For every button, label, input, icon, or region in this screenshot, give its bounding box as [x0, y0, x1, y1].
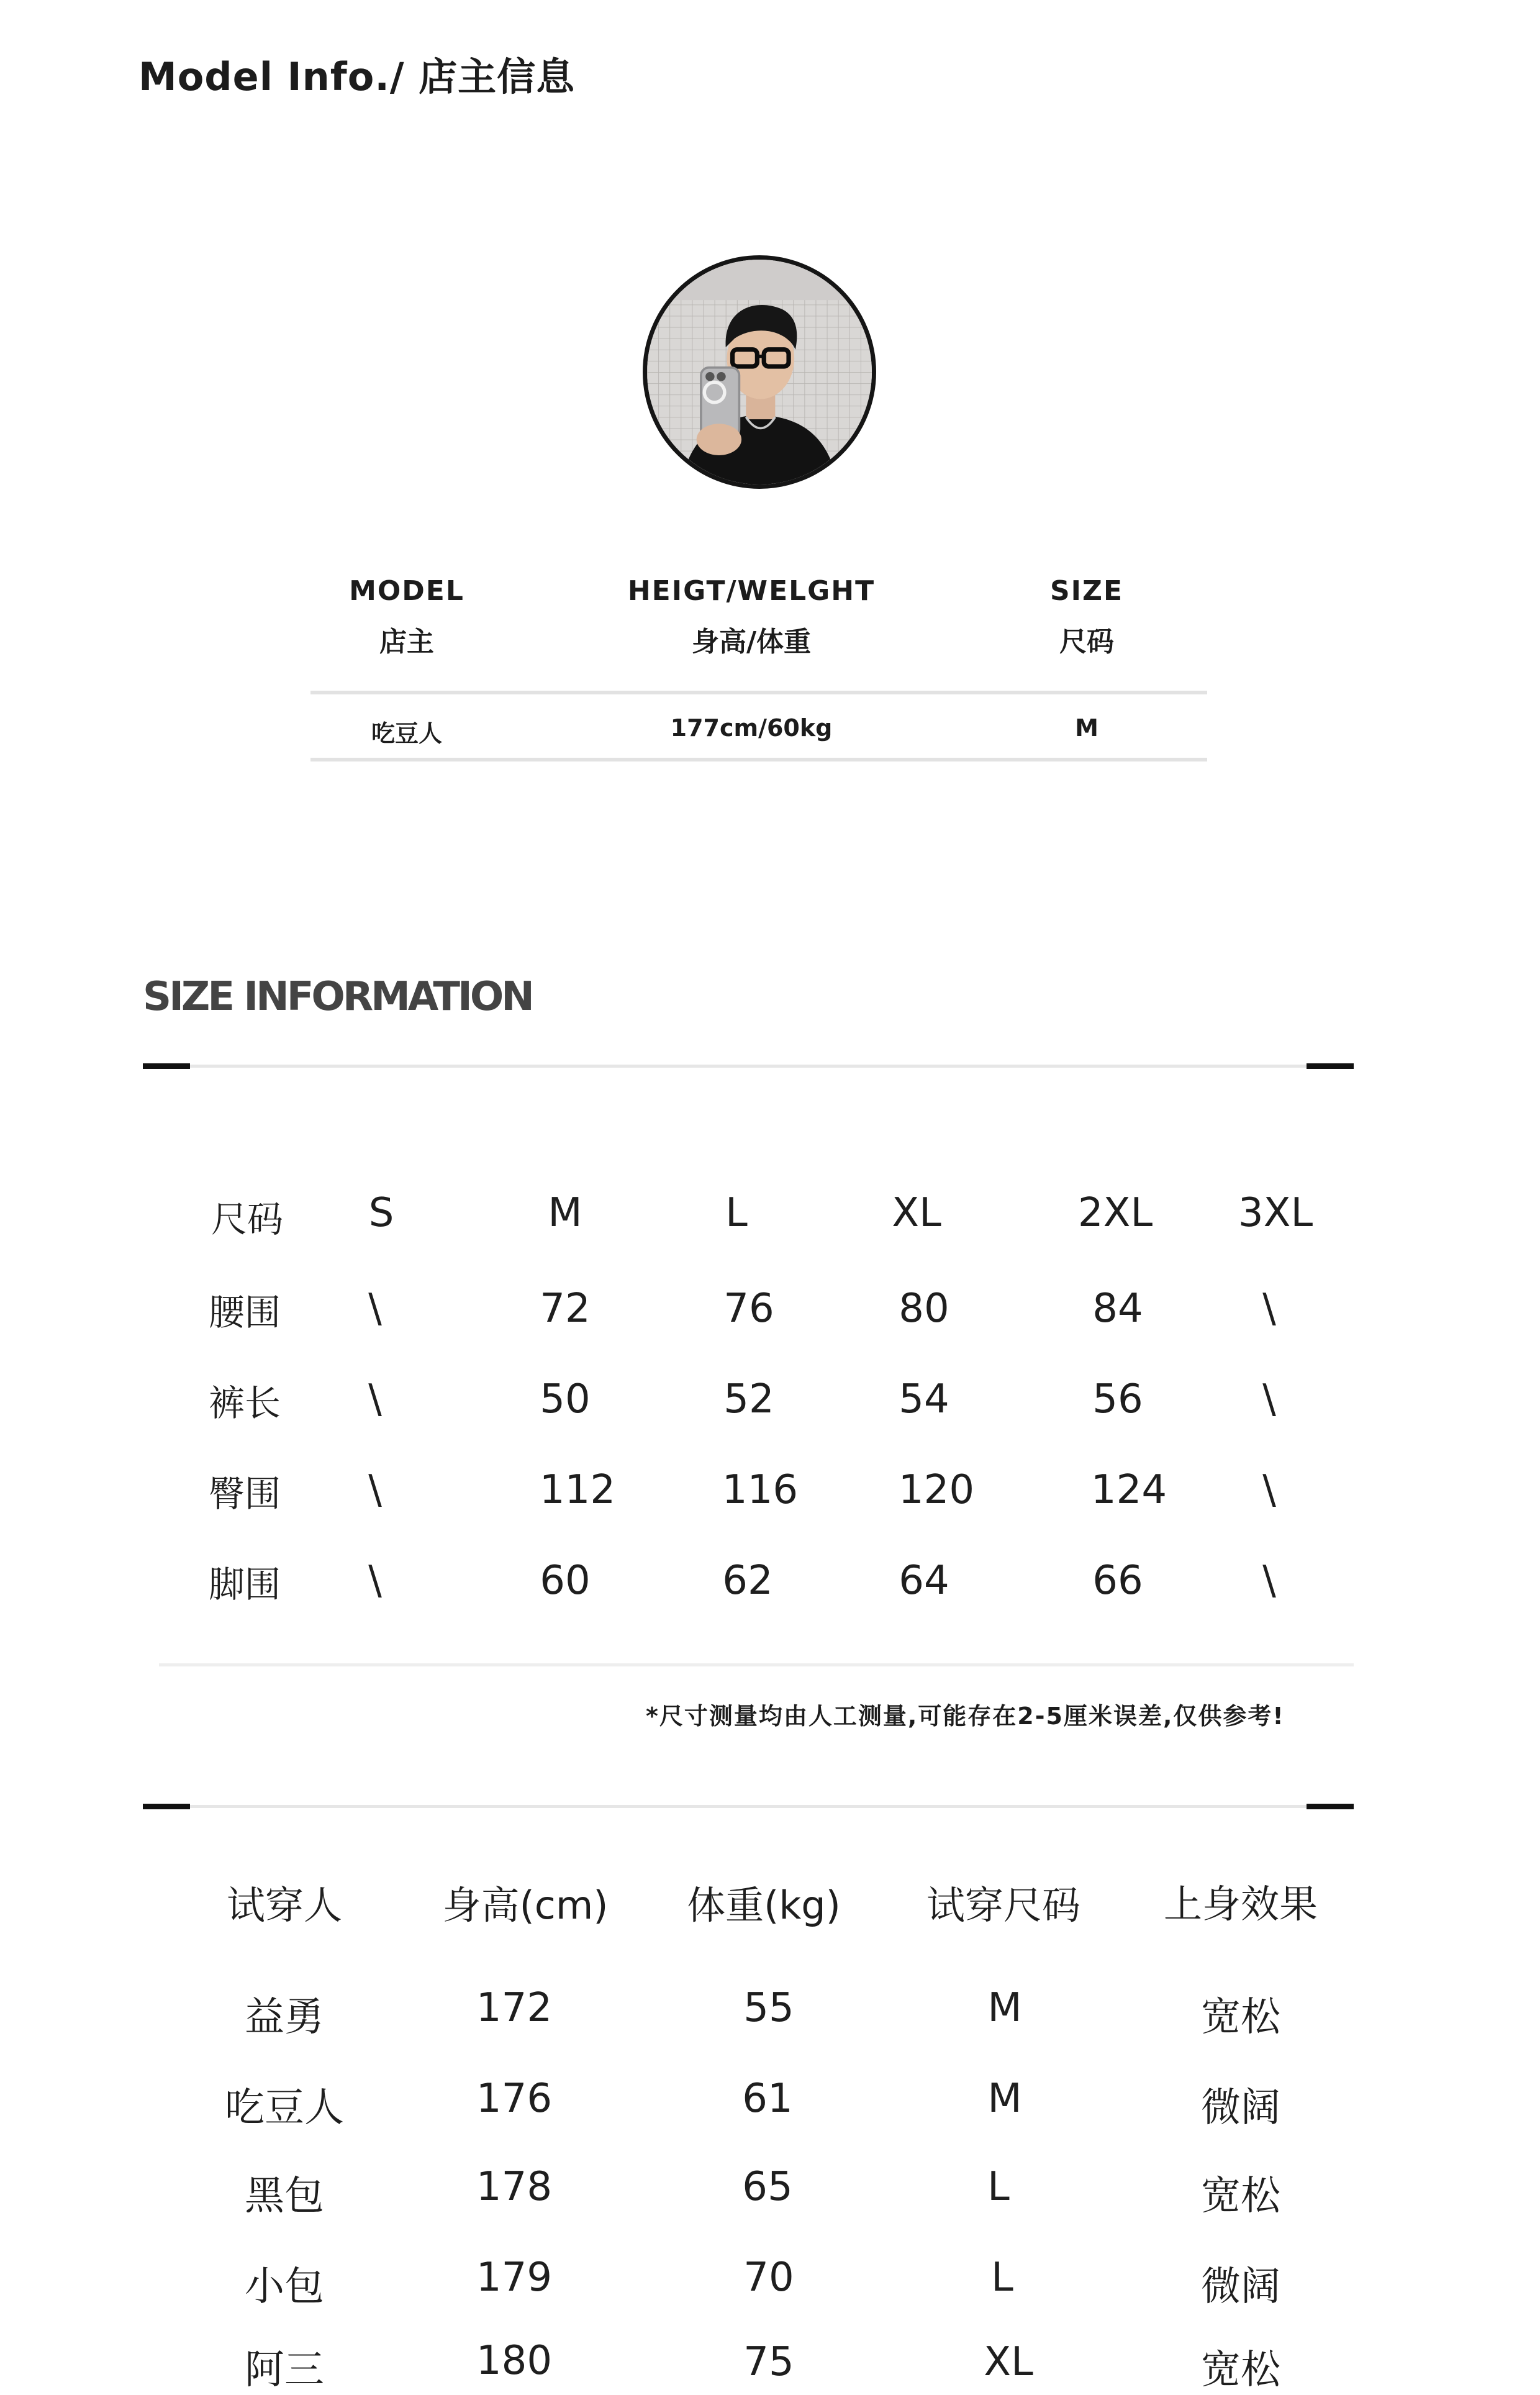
model-table-bottom-rule [310, 758, 1207, 761]
size-row-label: 臀围 [209, 1473, 281, 1515]
model-size-cell: M [1075, 714, 1098, 742]
tryon-cell: 微阔 [1201, 2264, 1280, 2310]
section-divider-bottom [143, 1805, 1354, 1808]
tryon-cell: 176 [476, 2076, 553, 2122]
model-info-heading: Model Info./ 店主信息 [138, 54, 576, 99]
size-cell: \ [368, 1376, 382, 1422]
tryon-cell: 179 [476, 2255, 553, 2301]
size-header-m: M [548, 1190, 582, 1236]
tryon-cell: 小包 [245, 2264, 324, 2310]
tryon-cell: 65 [742, 2164, 793, 2210]
model-height-weight-cell: 177cm/60kg [670, 714, 833, 742]
tryon-cell: 黑包 [245, 2173, 324, 2219]
section-divider-top-right-dash [1307, 1063, 1354, 1069]
size-cell: \ [1262, 1286, 1276, 1332]
tryon-cell: 172 [476, 1985, 553, 2031]
tryon-cell: 75 [743, 2339, 794, 2385]
tryon-cell: L [991, 2255, 1013, 2301]
size-table-bottom-rule [159, 1663, 1354, 1666]
size-column-header-en: SIZE [1049, 575, 1124, 607]
size-cell: 60 [540, 1558, 591, 1604]
shop-owner-avatar [643, 255, 876, 489]
model-name-cell: 吃豆人 [371, 720, 442, 747]
size-column-header-zh: 尺码 [1059, 626, 1114, 658]
avatar-photo [647, 260, 872, 484]
tryon-header-size: 试穿尺码 [926, 1883, 1080, 1928]
section-divider-bottom-left-dash [143, 1804, 190, 1809]
size-cell: 62 [722, 1558, 773, 1604]
section-divider-bottom-right-dash [1307, 1804, 1354, 1809]
size-header-s: S [368, 1190, 394, 1236]
tryon-cell: XL [984, 2339, 1033, 2385]
tryon-header-person: 试穿人 [226, 1883, 342, 1928]
size-header-xl: XL [892, 1190, 941, 1236]
size-header-2xl: 2XL [1077, 1190, 1153, 1236]
measurement-note: *尺寸测量均由人工测量,可能存在2-5厘米误差,仅供参考! [646, 1702, 1285, 1730]
size-column-header [994, 573, 1180, 661]
size-cell: 64 [899, 1558, 949, 1604]
size-row-label: 脚围 [209, 1563, 281, 1606]
size-header-label: 尺码 [211, 1198, 284, 1240]
tryon-cell: 宽松 [1201, 2173, 1280, 2219]
size-cell: 116 [722, 1467, 799, 1513]
tryon-cell: 宽松 [1201, 2347, 1280, 2393]
tryon-cell: 益勇 [245, 1994, 324, 2040]
tryon-cell: M [987, 1985, 1022, 2031]
tryon-cell: M [987, 2076, 1022, 2122]
tryon-header-height: 身高(cm) [442, 1883, 609, 1928]
model-column-header-en: MODEL [349, 575, 464, 607]
size-information-heading: SIZE INFORMATION [143, 974, 532, 1020]
size-cell: 66 [1092, 1558, 1143, 1604]
tryon-header-fit: 上身效果 [1163, 1881, 1318, 1927]
tryon-cell: 61 [742, 2076, 793, 2122]
tryon-cell: 55 [743, 1985, 794, 2031]
size-cell: 84 [1092, 1286, 1143, 1332]
tryon-cell: 阿三 [245, 2347, 324, 2393]
size-cell: \ [1262, 1558, 1276, 1604]
size-cell: 56 [1092, 1376, 1143, 1422]
height-weight-column-header-zh: 身高/体重 [691, 626, 812, 658]
size-cell: \ [1262, 1376, 1276, 1422]
size-row-label: 腰围 [209, 1291, 281, 1334]
size-cell: 76 [723, 1286, 774, 1332]
tryon-header-weight: 体重(kg) [687, 1883, 841, 1928]
size-header-3xl: 3XL [1238, 1190, 1313, 1236]
model-column-header [310, 573, 503, 661]
tryon-cell: 微阔 [1201, 2085, 1280, 2131]
tryon-cell: L [987, 2164, 1010, 2210]
tryon-cell: 宽松 [1201, 1994, 1280, 2040]
height-weight-column-header [596, 573, 907, 661]
tryon-cell: 178 [476, 2164, 553, 2210]
tryon-cell: 180 [476, 2338, 553, 2384]
model-table-top-rule [310, 691, 1207, 694]
size-cell: 124 [1090, 1467, 1167, 1513]
section-divider-top-left-dash [143, 1063, 190, 1069]
size-cell: \ [368, 1286, 382, 1332]
size-cell: 54 [899, 1376, 949, 1422]
size-cell: 52 [723, 1376, 774, 1422]
section-divider-top [143, 1065, 1354, 1068]
size-cell: \ [368, 1467, 382, 1513]
size-cell: 80 [899, 1286, 949, 1332]
size-cell: 120 [898, 1467, 975, 1513]
size-cell: 50 [540, 1376, 591, 1422]
tryon-cell: 70 [743, 2255, 794, 2301]
tryon-cell: 吃豆人 [225, 2085, 344, 2131]
size-cell: 112 [539, 1467, 616, 1513]
size-cell: \ [368, 1558, 382, 1604]
size-header-l: L [725, 1190, 748, 1236]
size-row-label: 裤长 [209, 1382, 281, 1424]
model-column-header-zh: 店主 [379, 626, 434, 658]
height-weight-column-header-en: HEIGT/WELGHT [627, 575, 876, 607]
size-cell: 72 [540, 1286, 591, 1332]
size-cell: \ [1262, 1467, 1276, 1513]
